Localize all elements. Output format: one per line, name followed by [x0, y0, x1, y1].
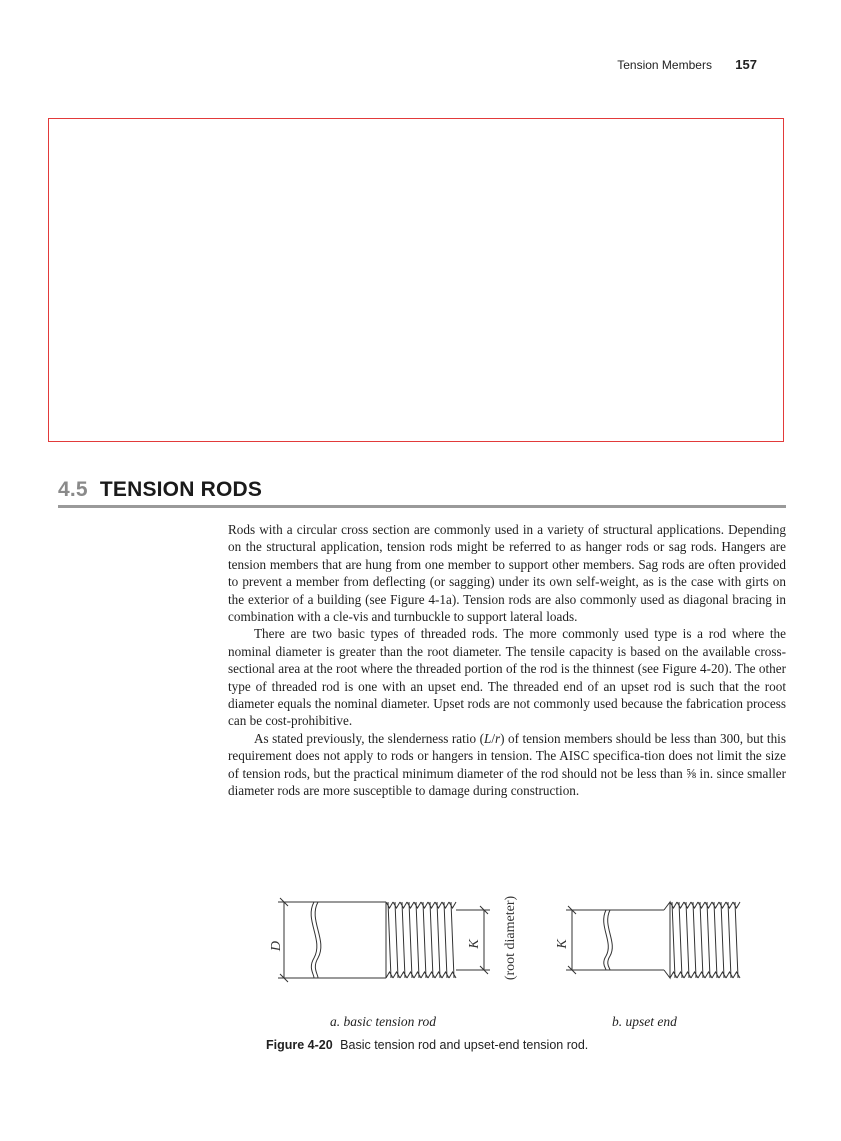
section-rule	[58, 505, 786, 508]
p3-before: As stated previously, the slenderness ratio (	[254, 730, 484, 746]
p3-italic-L: L	[483, 730, 492, 746]
running-title: Tension Members	[617, 58, 712, 72]
p3-slash: /	[491, 730, 495, 746]
label-K-b: K	[555, 939, 570, 949]
figure-caption-label: Figure 4-20	[266, 1038, 333, 1052]
page-number: 157	[735, 57, 757, 72]
rod-drawings	[228, 880, 786, 1040]
p3-italic-r: r	[494, 730, 501, 746]
paragraph-2: There are two basic types of threaded rods. The more commonly used type is a rod where the nominal diameter is greater than the root diameter. The tensile capacity is based on the available cross-sectional area at the root where the threaded portion of the rod is the thinnest (see Figure 4-20). The other type of threaded rod is one with an upset end. The threaded end of an upset rod is such that the root diameter equals the nominal diameter. Upset rods are not commonly used because the fabrication process can be cost-prohibitive.	[228, 626, 786, 729]
body-text	[228, 521, 786, 800]
section-number: 4.5	[58, 478, 88, 501]
label-D: D	[269, 940, 284, 952]
paragraph-3	[228, 730, 786, 800]
paragraph-1: Rods with a circular cross section are commonly used in a variety of structural applications. Depending on the structural application, tension rods might be referred to as hanger rods or sag rods. Hangers are tension members that are hung from one member to support other members. Sag rods are often provided to prevent a member from deflecting (or sagging) under its own self-weight, as is the case with girts on the exterior of a building (see Figure 4-1a). Tension rods are also commonly used as diagonal bracing in combination with a cle-vis and turnbuckle to support lateral loads.	[228, 522, 786, 625]
label-root-diameter: (root diameter)	[503, 895, 518, 981]
figure-4-20	[228, 880, 786, 1040]
p3-after: ) of tension members should be less than 300, but this requirement does not apply to rods or hangers in tension. The AISC specifica-tion does not limit the size of tension rods, but the practical minimum diameter of the rod should not be less than ⅝ in. since smaller diameter rods are more susceptible to damage during construction.	[228, 730, 786, 799]
label-K-a: K	[467, 939, 482, 949]
caption-a: a. basic tension rod	[330, 1014, 436, 1029]
section-heading	[58, 478, 262, 502]
figure-caption	[266, 1038, 588, 1052]
figure-caption-text: Basic tension rod and upset-end tension rod.	[340, 1038, 589, 1052]
caption-b: b. upset end	[612, 1014, 677, 1029]
section-title: TENSION RODS	[99, 478, 263, 501]
page-header	[617, 57, 757, 72]
figure-placeholder-box	[48, 118, 784, 442]
